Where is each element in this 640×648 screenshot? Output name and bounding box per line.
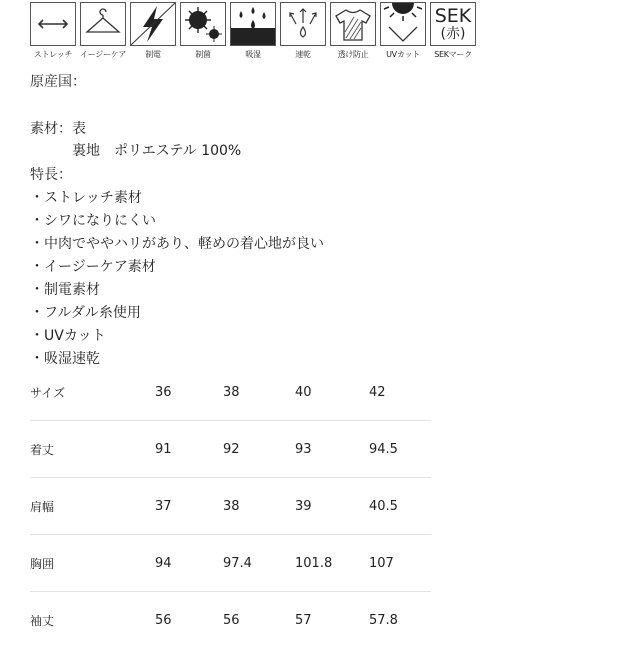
table-row (30, 478, 431, 535)
table-row (30, 364, 431, 421)
table-cell: 40.5 (369, 478, 431, 535)
icon-caption: SEKマーク (430, 49, 476, 60)
table-cell: 38 (223, 478, 295, 535)
stretch-icon (31, 3, 75, 45)
feature-icons-row (30, 2, 480, 62)
icon-caption: ストレッチ (30, 49, 76, 60)
icon-caption: 透け防止 (330, 49, 376, 60)
quick-dry-badge (280, 2, 326, 60)
feature-item: ・フルダル糸使用 (30, 302, 141, 322)
antibacterial-badge (180, 2, 226, 60)
size-table (30, 364, 431, 648)
antistatic-badge (130, 2, 176, 60)
table-cell: 94 (155, 535, 223, 592)
features-title: 特長： (30, 164, 72, 184)
table-cell: 37 (155, 478, 223, 535)
water-drops-icon (231, 3, 275, 45)
sun-icon (381, 3, 425, 45)
feature-item: ・中肉でややハリがあり、軽めの着心地が良い (30, 233, 324, 253)
table-cell: 56 (155, 592, 223, 648)
row-label: 袖丈 (30, 592, 155, 648)
sek-mark-top: SEK (435, 7, 472, 26)
row-label: 胸囲 (30, 535, 155, 592)
anti-see-through-badge (330, 2, 376, 60)
stretch-badge (30, 2, 76, 60)
sek-mark-bottom: (赤) (441, 26, 466, 42)
easy-care-badge (80, 2, 126, 60)
icon-caption: 制菌 (180, 49, 226, 60)
table-cell: 101.8 (295, 535, 369, 592)
table-cell: 92 (223, 421, 295, 478)
bacteria-icon (181, 3, 225, 45)
material-line: 素材：表 (30, 118, 86, 138)
table-cell: 91 (155, 421, 223, 478)
row-label: サイズ (30, 364, 155, 421)
icon-caption: 速乾 (280, 49, 326, 60)
hanger-icon (81, 3, 125, 45)
table-cell: 56 (223, 592, 295, 648)
table-cell: 42 (369, 364, 431, 421)
table-cell: 57.8 (369, 592, 431, 648)
moisture-absorb-badge (230, 2, 276, 60)
feature-item: ・シワになりにくい (30, 210, 156, 230)
origin-line: 原産国： (30, 71, 86, 91)
table-cell: 94.5 (369, 421, 431, 478)
table-cell: 38 (223, 364, 295, 421)
table-cell: 40 (295, 364, 369, 421)
feature-item: ・制電素材 (30, 279, 100, 299)
feature-item: ・ストレッチ素材 (30, 187, 142, 207)
table-cell: 97.4 (223, 535, 295, 592)
icon-caption: 制電 (130, 49, 176, 60)
feature-item: ・イージーケア素材 (30, 256, 156, 276)
uv-cut-badge (380, 2, 426, 60)
table-cell: 93 (295, 421, 369, 478)
table-cell: 36 (155, 364, 223, 421)
table-row (30, 421, 431, 478)
quick-dry-icon (281, 3, 325, 45)
row-label: 肩幅 (30, 478, 155, 535)
lightning-icon (131, 3, 175, 45)
icon-caption: UVカット (380, 49, 426, 60)
feature-item: ・吸湿速乾 (30, 348, 100, 368)
table-cell: 39 (295, 478, 369, 535)
row-label: 着丈 (30, 421, 155, 478)
table-cell: 107 (369, 535, 431, 592)
icon-caption: 吸湿 (230, 49, 276, 60)
tshirt-icon (331, 3, 375, 45)
table-row (30, 535, 431, 592)
sek-badge (430, 2, 476, 60)
feature-item: ・UVカット (30, 325, 106, 345)
sek-icon (430, 2, 476, 46)
lining-line: 裏地 ポリエステル 100% (72, 140, 241, 160)
table-cell: 57 (295, 592, 369, 648)
icon-caption: イージーケア (80, 49, 126, 60)
